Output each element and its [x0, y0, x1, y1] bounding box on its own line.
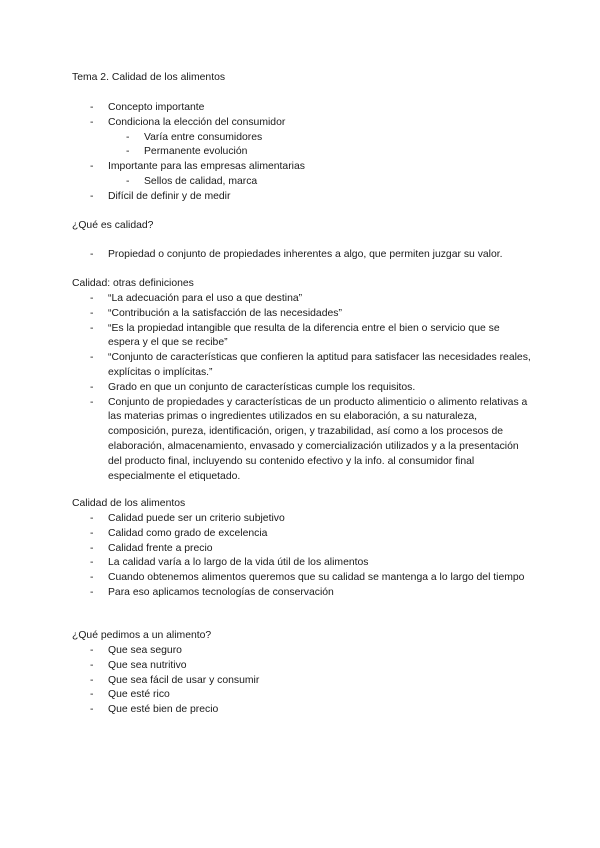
list-item: [108, 571, 532, 586]
list-item: [108, 644, 532, 659]
list-item: [108, 322, 532, 352]
list-item: [108, 512, 532, 527]
list-item-text: “Conjunto de características que confieren la aptitud para satisfacer las necesidades reales, explícitas o implícitas.”: [108, 352, 531, 378]
list-item-text: Que sea fácil de usar y consumir: [108, 674, 260, 686]
list-item-text: Calidad como grado de excelencia: [108, 527, 268, 539]
list-item: [108, 396, 532, 485]
list-item-text: Que esté rico: [108, 689, 170, 701]
list-item-text: Propiedad o conjunto de propiedades inherentes a algo, que permiten juzgar su valor.: [108, 249, 503, 260]
pedimos-list: [108, 644, 532, 718]
list-item-text: “Contribución a la satisfacción de las necesidades”: [108, 307, 342, 319]
sub-list-item: [144, 175, 532, 190]
list-item-text: La calidad varía a lo largo de la vida útil de los alimentos: [108, 557, 369, 569]
list-item: [108, 160, 532, 190]
list-item: [108, 659, 532, 674]
list-item-text: Cuando obtenemos alimentos queremos que su calidad se mantenga a lo largo del tiempo: [108, 572, 525, 584]
list-item-text: Condiciona la elección del consumidor: [108, 116, 286, 128]
list-item: [108, 527, 532, 542]
list-item: [108, 190, 532, 205]
page-title: Tema 2. Calidad de los alimentos: [72, 72, 226, 83]
list-item: [108, 674, 532, 689]
list-item-text: Grado en que un conjunto de características cumple los requisitos.: [108, 381, 416, 393]
list-item: [108, 703, 532, 718]
list-item-text: Importante para las empresas alimentarias: [108, 161, 305, 173]
list-item-text: Varía entre consumidores: [144, 131, 263, 143]
section-heading-que-es-calidad: ¿Qué es calidad?: [72, 220, 154, 231]
list-item-text: Que sea nutritivo: [108, 659, 187, 671]
list-item: [108, 542, 532, 557]
list-item-text: Calidad frente a precio: [108, 542, 213, 554]
list-item: [108, 351, 532, 381]
section-heading-calidad-alimentos: Calidad de los alimentos: [72, 498, 186, 509]
que-es-list: [108, 248, 532, 263]
list-item: [108, 292, 532, 307]
list-item: [108, 101, 532, 116]
intro-list: [108, 101, 532, 205]
sub-list-item: [144, 145, 532, 160]
list-item-text: Sellos de calidad, marca: [144, 175, 258, 187]
definiciones-list: [108, 292, 532, 484]
list-item-text: Difícil de definir y de medir: [108, 190, 231, 202]
section-heading-definiciones: Calidad: otras definiciones: [72, 278, 194, 289]
list-item-text: Para eso aplicamos tecnologías de conservación: [108, 586, 334, 598]
list-item-text: Calidad puede ser un criterio subjetivo: [108, 513, 285, 524]
list-item: [108, 556, 532, 571]
sub-list: [108, 175, 532, 190]
list-item: [108, 307, 532, 322]
list-item: [108, 381, 532, 396]
list-item-text: Concepto importante: [108, 102, 205, 113]
calidad-alimentos-list: [108, 512, 532, 601]
list-item-text: “Es la propiedad intangible que resulta de la diferencia entre el bien o servicio que se espera y el que se recibe”: [108, 322, 500, 349]
sub-list: [108, 131, 532, 161]
list-item: [108, 586, 532, 601]
list-item-text: “La adecuación para el uso a que destina”: [108, 293, 303, 304]
list-item-text: Que esté bien de precio: [108, 704, 219, 716]
list-item-text: Permanente evolución: [144, 146, 248, 158]
list-item-text: Conjunto de propiedades y características de un producto alimenticio o alimento relativas a las materias primas o ingredientes utilizados en su elaboración, a su naturaleza, composición, pureza, identificación, origen, y trazabilidad, así como a los procesos de elaboración, almacenamiento, envasado y comercialización utilizados y a la presentación del producto final, incluyendo su contenido efectivo y la info. al consumidor final especialmente el etiquetado.: [108, 396, 528, 482]
list-item: [108, 116, 532, 160]
sub-list-item: [144, 131, 532, 146]
list-item: [108, 248, 532, 263]
list-item-text: Que sea seguro: [108, 645, 182, 656]
section-heading-que-pedimos: ¿Qué pedimos a un alimento?: [72, 630, 212, 641]
list-item: [108, 688, 532, 703]
